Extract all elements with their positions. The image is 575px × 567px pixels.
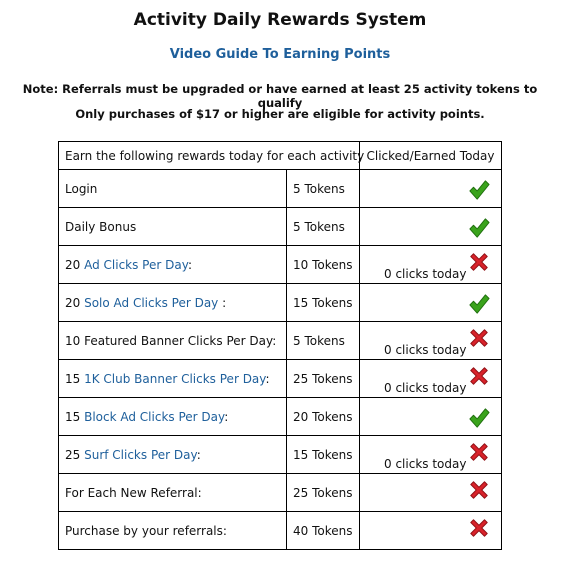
table-row (59, 512, 502, 550)
table-row (59, 398, 502, 436)
tokens-cell: 25 Tokens (287, 474, 360, 512)
status-column-header: Clicked/Earned Today (360, 142, 502, 170)
tokens-cell: 15 Tokens (287, 436, 360, 474)
checkmark-icon (468, 217, 490, 239)
activity-label: : (196, 447, 201, 462)
table-row (59, 284, 502, 322)
table-row (59, 170, 502, 208)
activity-label: Purchase by your referrals: (65, 523, 227, 538)
status-cell (360, 512, 502, 550)
activity-link[interactable]: Solo Ad Clicks Per Day (84, 295, 219, 310)
activity-label: : (265, 371, 270, 386)
activity-cell (59, 474, 287, 512)
clicks-today-text: 0 clicks today (384, 267, 467, 281)
tokens-cell: 15 Tokens (287, 284, 360, 322)
checkmark-icon (468, 293, 490, 315)
tokens-cell: 5 Tokens (287, 170, 360, 208)
clicks-today-text: 0 clicks today (384, 381, 467, 395)
status-cell (360, 246, 502, 284)
activity-link[interactable]: Surf Clicks Per Day (84, 447, 197, 462)
activity-cell (59, 512, 287, 550)
status-cell (360, 474, 502, 512)
clicks-today-text: 0 clicks today (384, 457, 467, 471)
cross-icon (468, 365, 490, 387)
table-row (59, 360, 502, 398)
tokens-cell: 5 Tokens (287, 208, 360, 246)
referral-note: Note: Referrals must be upgraded or have earned at least 25 activity tokens to qualify (22, 82, 538, 110)
table-row (59, 208, 502, 246)
cross-icon (468, 327, 490, 349)
status-cell (360, 360, 502, 398)
table-row (59, 474, 502, 512)
activity-cell (59, 436, 287, 474)
table-row (59, 436, 502, 474)
status-cell (360, 436, 502, 474)
activity-cell (59, 208, 287, 246)
checkmark-icon (468, 179, 490, 201)
activity-count: 15 (65, 409, 85, 424)
activity-count: 20 (65, 257, 85, 272)
activity-label: : (224, 409, 229, 424)
status-cell (360, 208, 502, 246)
activity-link[interactable]: 1K Club Banner Clicks Per Day (84, 371, 266, 386)
activity-count: 15 (65, 371, 85, 386)
table-row (59, 246, 502, 284)
activity-label: Login (65, 181, 98, 196)
cross-icon (468, 251, 490, 273)
activity-cell (59, 398, 287, 436)
activity-cell (59, 246, 287, 284)
activity-link[interactable]: Ad Clicks Per Day (84, 257, 188, 272)
activity-label: : (187, 257, 192, 272)
status-cell (360, 322, 502, 360)
activity-cell (59, 322, 287, 360)
tokens-cell: 25 Tokens (287, 360, 360, 398)
activity-cell (59, 170, 287, 208)
checkmark-icon (468, 407, 490, 429)
activity-cell (59, 284, 287, 322)
cross-icon (468, 479, 490, 501)
page-title: Activity Daily Rewards System (133, 10, 427, 30)
cross-icon (468, 441, 490, 463)
activity-link[interactable]: Block Ad Clicks Per Day (84, 409, 225, 424)
video-guide-link[interactable]: Video Guide To Earning Points (169, 47, 391, 62)
clicks-today-text: 0 clicks today (384, 343, 467, 357)
status-cell (360, 170, 502, 208)
activity-label: For Each New Referral: (65, 485, 202, 500)
activity-count: 20 (65, 295, 85, 310)
activity-column-header: Earn the following rewards today for each activity (59, 142, 360, 170)
purchase-note: Only purchases of $17 or higher are eligible for activity points. (75, 107, 485, 121)
cross-icon (468, 517, 490, 539)
activity-label: : (218, 295, 227, 310)
status-cell (360, 398, 502, 436)
status-cell (360, 284, 502, 322)
tokens-cell: 10 Tokens (287, 246, 360, 284)
tokens-cell: 5 Tokens (287, 322, 360, 360)
table-header-row (59, 142, 502, 170)
activity-count: 25 (65, 447, 85, 462)
table-row (59, 322, 502, 360)
activity-cell (59, 360, 287, 398)
activity-label: 10 Featured Banner Clicks Per Day: (65, 333, 277, 348)
activity-label: Daily Bonus (65, 219, 137, 234)
tokens-cell: 20 Tokens (287, 398, 360, 436)
rewards-table (58, 141, 502, 550)
tokens-cell: 40 Tokens (287, 512, 360, 550)
